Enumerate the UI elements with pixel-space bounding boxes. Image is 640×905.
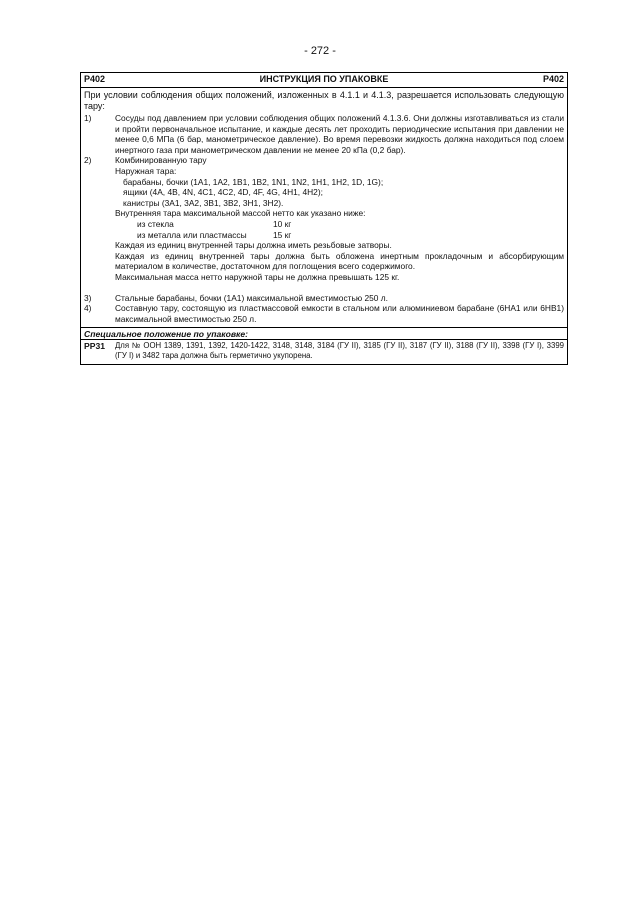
inner-mass-glass: 10 кг [273,218,292,229]
outer-line-drums: барабаны, бочки (1A1, 1A2, 1B1, 1B2, 1N1, 1N2, 1H1, 1H2, 1D, 1G); [123,176,384,187]
item-3-number: 3) [84,292,92,303]
item-1-text: Сосуды под давлением при условии соблюдения общих положений 4.1.3.6. Они должны изготавливаться из стали и пройти первоначальное испытание, и каждые десять лет проходить периодические испытания при давлении не менее 0,6 МПа (6 бар, манометрическое давление). Во время перевозки жидкость должна находиться под слоем инертного газа при манометрическом давлении не менее 20 кПа (0,2 бар). [115,113,564,155]
item-2-number: 2) [84,155,92,166]
item-2-title: Комбинированную тару [115,155,207,166]
special-provision-code: PP31 [84,341,106,352]
page-number: - 272 - [304,45,336,57]
max-mass-text: Максимальная масса нетто наружной тары не должна превышать 125 кг. [115,271,400,282]
item-4-number: 4) [84,303,92,314]
inner-row-metal [115,230,564,241]
outer-line-jerricans: канистры (3A1, 3A2, 3B1, 3B2, 3H1, 3H2). [123,197,284,208]
special-provision-title: Специальное положение по упаковке: [84,329,249,340]
instruction-code-right: P402 [542,74,564,84]
outer-line-boxes: ящики (4A, 4B, 4N, 4C1, 4C2, 4D, 4F, 4G, 4H1, 4H2); [123,187,323,198]
item-2 [84,155,564,282]
item-1-number: 1) [84,113,92,123]
intro-text: При условии соблюдения общих положений, изложенных в 4.1.1 и 4.1.3, разрешается использовать следующую тару: [84,90,564,111]
inner-material-metal: из металла или пластмассы [137,229,247,240]
packing-instruction-table [80,72,568,365]
special-provision-text: Для № ООН 1389, 1391, 1392, 1420-1422, 3148, 3148, 3184 (ГУ II), 3185 (ГУ II), 3187 (ГУ II), 3188 (ГУ II), 3398 (ГУ I), 3399 (ГУ I) и 3482 тара должна быть герметично укупорена. [115,341,564,361]
instruction-body [81,88,567,327]
item-4 [84,303,564,324]
item-3 [84,293,564,304]
spacer [84,283,564,293]
item-2-content [115,155,564,282]
inner-packaging-label: Внутренняя тара максимальной массой нетто как указано ниже: [115,208,366,219]
item-3-text: Стальные барабаны, бочки (1A1) максимальной вместимостью 250 л. [115,292,388,303]
item-4-text: Составную тару, состоящую из пластмассовой емкости в стальном или алюминиевом барабане (6HA1 или 6HB1) максимальной вместимостью 250 л. [115,303,564,324]
inner-mass-metal: 15 кг [273,229,292,240]
inner-row-glass [115,219,564,230]
inner-material-glass: из стекла [137,218,174,229]
instruction-header [81,73,567,88]
instruction-title: ИНСТРУКЦИЯ ПО УПАКОВКЕ [259,74,389,84]
outer-packaging-label: Наружная тара: [115,165,177,176]
instruction-code-left: P402 [84,74,106,84]
item-1 [84,113,564,155]
special-provision-section [81,327,567,364]
special-provision-row [81,339,567,361]
closures-text: Каждая из единиц внутренней тары должна иметь резьбовые затворы. [115,240,392,251]
cushioning-text: Каждая из единиц внутренней тары должна быть обложена инертным прокладочным и абсорбирующим материалом в количестве, достаточном для поглощения всего содержимого. [115,250,564,272]
